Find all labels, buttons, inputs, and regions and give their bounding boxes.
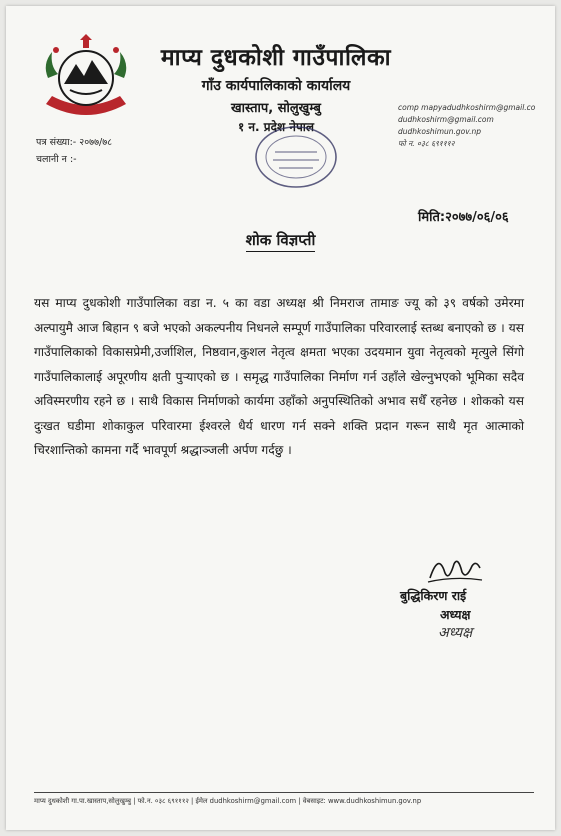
signatory-name: बुद्धिकिरण राई	[400, 588, 467, 603]
office-stamp-icon	[251, 122, 341, 192]
footer-divider	[34, 792, 534, 793]
signatory-role-handwritten: अध्यक्ष	[438, 625, 473, 641]
signatory-block	[400, 586, 472, 643]
contact-email-1: comp mapyadudhkoshirm@gmail.co	[398, 103, 536, 112]
contact-info	[398, 102, 558, 150]
contact-phone: फो न. ०३८ ६९१११२	[398, 139, 455, 148]
letter-number: पत्र संख्या:- २०७७/७८	[36, 137, 113, 148]
notice-heading-text: शोक विज्ञप्ती	[246, 231, 316, 252]
footer-text: माप्य दुधकोशी गा.पा.खास्ताप,सोलुखुम्बु | फो.न. ०३८ ६९१११२ | ईमेल dudhkoshirm@gmail.com | वेबसाइट: www.dudhkoshimun.gov.np	[34, 797, 422, 805]
address-line-2: १ न. प्रदेश नेपाल	[237, 120, 315, 134]
notice-body: यस माप्य दुधकोशी गाउँपालिका वडा न. ५ का वडा अध्यक्ष श्री निमराज तामाङ ज्यू को ३९ वर्षको उमेरमा अल्पायुमै आज बिहान ९ बजे भएको अकल्पनीय निधनले सम्पूर्ण गाउँपालिका परिवारलाई स्तब्ध बनाएको छ । यस गाउँपालिकाको विकासप्रेमी,उर्जाशिल, निष्ठवान,कुशल नेतृत्व क्षमता भएका उदयमान युवा नेतृत्वको मृत्युले सिंगो गाउँपालिकालाई अपूरणीय क्षती पुऱ्याएको छ । समृद्ध गाउँपालिका निर्माण गर्न उहाँले खेल्नुभएको भूमिका सदैव अविस्मरणीय रहने छ । साथै विकास निर्माणको कार्यमा उहाँको अनुपस्थितिको अभाव सधैँ रहनेछ । शोकको यस दुःखत घडीमा शोकाकुल परिवारमा ईश्वरले धैर्य धारण गर्न सक्ने शक्ति प्रदान गरून साथै मृत आत्माको चिरशान्तिको कामना गर्दै भावपूर्ण श्रद्धाञ्जली अर्पण गर्दछु ।	[34, 296, 524, 457]
notice-heading	[6, 230, 555, 250]
letter-date: मिति:२०७७/०६/०६	[418, 210, 509, 225]
letter-page	[6, 6, 555, 830]
dispatch-number: चलानी न :-	[36, 154, 77, 165]
municipality-title: माप्य दुधकोशी गाउँपालिका	[160, 45, 392, 71]
contact-website: dudhkoshimun.gov.np	[398, 127, 481, 136]
signatory-role: अध्यक्ष	[440, 607, 471, 622]
contact-email-2: dudhkoshirm@gmail.com	[398, 115, 494, 124]
address-line-1: खास्ताप, सोलुखुम्बु	[231, 101, 321, 116]
letterhead	[136, 40, 416, 135]
office-subtitle: गाँउ कार्यपालिकाको कार्यालय	[201, 78, 351, 94]
signature-mark	[424, 550, 484, 590]
reference-numbers	[36, 134, 112, 168]
government-emblem-icon	[36, 34, 136, 126]
